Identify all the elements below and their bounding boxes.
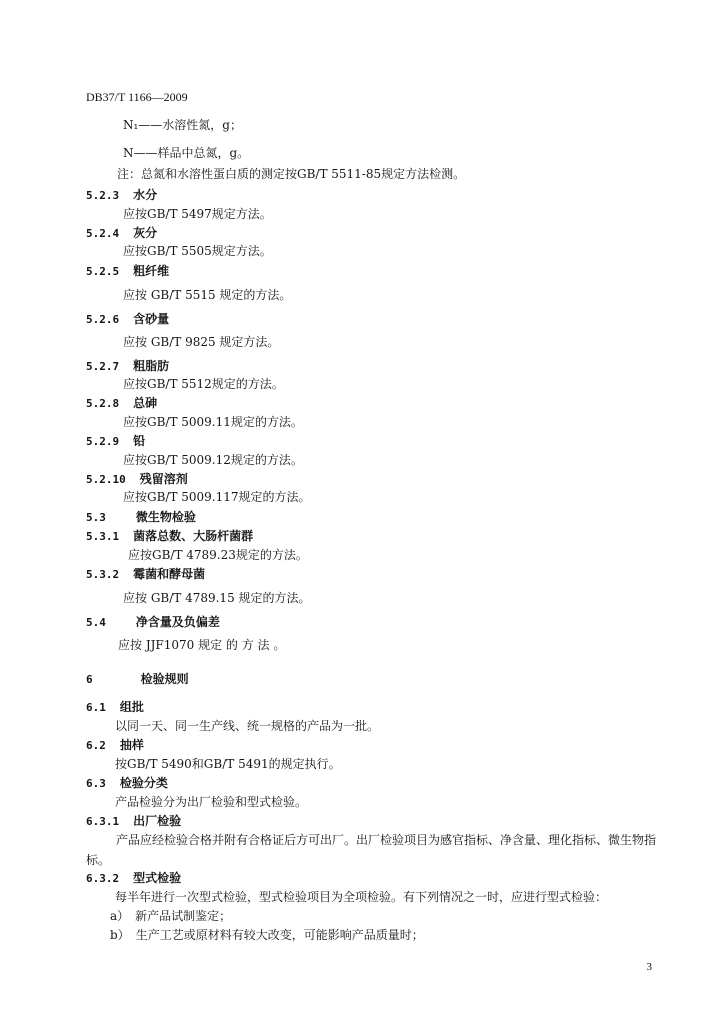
list-item xyxy=(110,928,424,942)
definition-n1: N₁——水溶性氮，g； xyxy=(123,118,242,132)
section-5-2-9-text: 应按GB/T 5009.12规定的方法。 xyxy=(123,453,303,467)
section-5-2-7-text: 应按GB/T 5512规定的方法。 xyxy=(123,377,284,391)
section-5-3-heading xyxy=(86,510,196,525)
section-5-3-1-text: 应按GB/T 4789.23规定的方法。 xyxy=(128,548,308,562)
section-title: 检验规则 xyxy=(140,672,189,686)
section-title: 出厂检验 xyxy=(133,814,182,828)
section-5-2-4-heading xyxy=(86,226,157,241)
section-5-2-9-heading xyxy=(86,434,145,449)
list-marker: b） xyxy=(110,928,130,942)
section-6-3-2-text: 每半年进行一次型式检验，型式检验项目为全项检验。有下列情况之一时，应进行型式检验： xyxy=(115,890,608,904)
section-number: 5.2.9 xyxy=(86,435,120,448)
section-number: 5.3.1 xyxy=(86,530,120,543)
document-code-header: DB37/T 1166—2009 xyxy=(86,90,188,104)
section-title: 抽样 xyxy=(119,738,144,752)
section-5-2-7-heading xyxy=(86,359,169,374)
section-number: 5.4 xyxy=(86,616,106,629)
section-5-2-8-text: 应按GB/T 5009.11规定的方法。 xyxy=(123,415,303,429)
section-6-2-text: 按GB/T 5490和GB/T 5491的规定执行。 xyxy=(115,757,341,771)
note-text: 注：总氮和水溶性蛋白质的测定按GB/T 5511-85规定方法检测。 xyxy=(117,167,466,181)
section-title: 残留溶剂 xyxy=(139,472,188,486)
section-title: 净含量及负偏差 xyxy=(135,615,220,629)
section-number: 6 xyxy=(86,673,93,686)
section-title: 型式检验 xyxy=(133,871,182,885)
section-title: 含砂量 xyxy=(133,312,170,326)
section-number: 5.2.6 xyxy=(86,313,120,326)
section-6-3-heading xyxy=(86,776,168,791)
section-5-3-2-heading xyxy=(86,567,205,582)
section-5-2-3-heading xyxy=(86,188,157,203)
section-title: 灰分 xyxy=(133,226,158,240)
section-5-2-10-heading xyxy=(86,472,188,487)
section-6-1-text: 以同一天、同一生产线、统一规格的产品为一批。 xyxy=(115,719,380,733)
section-6-3-2-heading xyxy=(86,871,181,886)
section-5-2-6-heading xyxy=(86,312,169,327)
section-5-2-5-text: 应按 GB/T 5515 规定的方法。 xyxy=(123,288,292,302)
section-5-2-10-text: 应按GB/T 5009.117规定的方法。 xyxy=(123,490,311,504)
section-5-2-6-text: 应按 GB/T 9825 规定方法。 xyxy=(123,335,280,349)
section-5-4-text: 应按 JJF1070 规定 的 方 法 。 xyxy=(118,638,286,652)
section-title: 总砷 xyxy=(133,396,158,410)
section-title: 粗纤维 xyxy=(133,264,170,278)
section-5-2-4-text: 应按GB/T 5505规定方法。 xyxy=(123,244,272,258)
section-6-heading xyxy=(86,672,189,687)
section-number: 6.3.1 xyxy=(86,815,120,828)
section-title: 微生物检验 xyxy=(135,510,196,524)
list-marker: a） xyxy=(110,909,130,923)
section-number: 5.2.8 xyxy=(86,397,120,410)
section-number: 5.2.4 xyxy=(86,227,120,240)
section-number: 6.3 xyxy=(86,777,106,790)
section-number: 5.2.7 xyxy=(86,360,120,373)
list-item xyxy=(110,909,231,923)
section-5-2-5-heading xyxy=(86,264,169,279)
section-6-3-1-heading xyxy=(86,814,181,829)
section-5-3-1-heading xyxy=(86,529,253,544)
section-6-1-heading xyxy=(86,700,144,715)
list-text: 生产工艺或原材料有较大改变，可能影响产品质量时； xyxy=(135,928,424,942)
section-title: 水分 xyxy=(133,188,158,202)
list-text: 新产品试制鉴定； xyxy=(135,909,232,923)
section-5-4-heading xyxy=(86,615,220,630)
section-title: 粗脂肪 xyxy=(133,359,170,373)
section-number: 6.3.2 xyxy=(86,872,120,885)
section-title: 组批 xyxy=(119,700,144,714)
section-5-2-3-text: 应按GB/T 5497规定方法。 xyxy=(123,207,272,221)
section-5-3-2-text: 应按 GB/T 4789.15 规定的方法。 xyxy=(123,591,311,605)
definition-n: N——样品中总氮，g。 xyxy=(123,146,250,160)
page-number: 3 xyxy=(646,961,652,973)
section-number: 6.2 xyxy=(86,739,106,752)
section-title: 检验分类 xyxy=(119,776,168,790)
section-number: 5.2.10 xyxy=(86,473,126,486)
section-number: 5.3 xyxy=(86,511,106,524)
section-6-2-heading xyxy=(86,738,144,753)
section-number: 6.1 xyxy=(86,701,106,714)
section-6-3-1-text: 产品应经检验合格并附有合格证后方可出厂。出厂检验项目为感官指标、净含量、理化指标、微生物指标。 xyxy=(86,833,657,867)
section-5-2-8-heading xyxy=(86,396,157,411)
section-number: 5.2.5 xyxy=(86,265,120,278)
section-number: 5.3.2 xyxy=(86,568,120,581)
section-title: 铅 xyxy=(133,434,146,448)
section-title: 菌落总数、大肠杆菌群 xyxy=(133,529,254,543)
section-number: 5.2.3 xyxy=(86,189,120,202)
section-title: 霉菌和酵母菌 xyxy=(133,567,206,581)
section-6-3-text: 产品检验分为出厂检验和型式检验。 xyxy=(115,795,308,809)
